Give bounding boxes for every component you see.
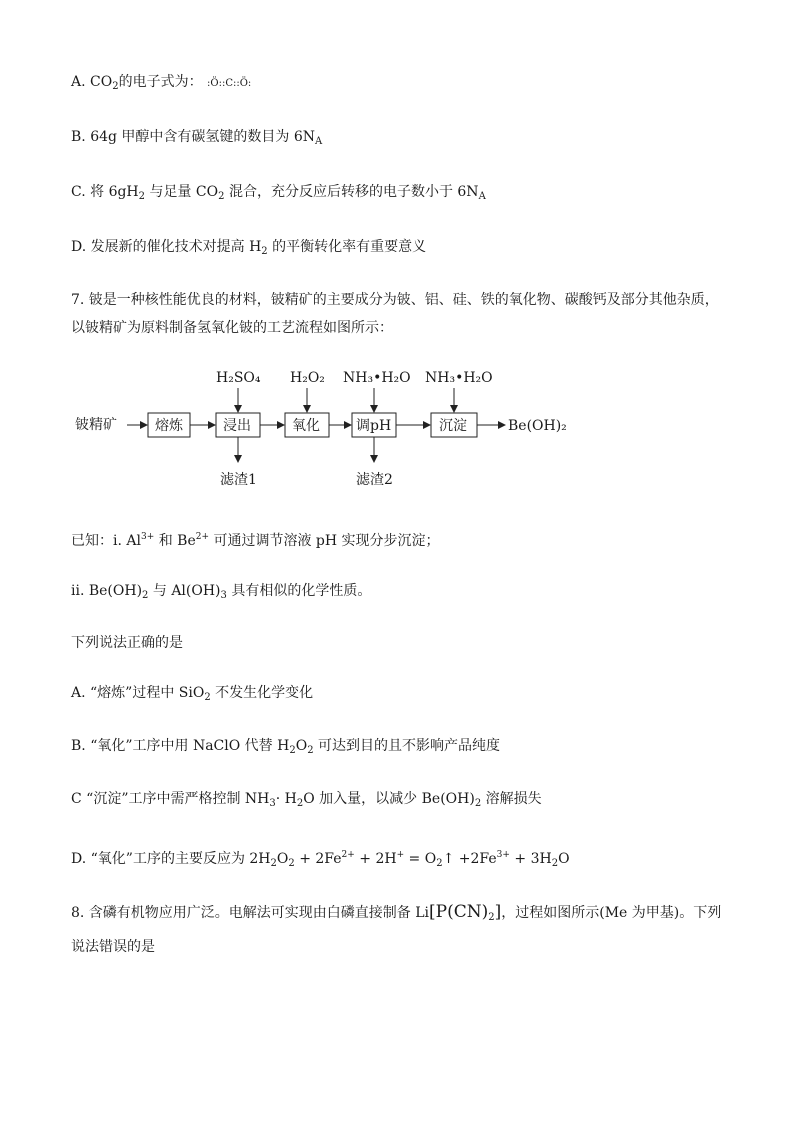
option-7a: A. “熔炼”过程中 SiO$_2$ 不发生化学变化 [71, 685, 314, 703]
question-7-line2: 以铍精矿为原料制备氢氧化铍的工艺流程如图所示： [71, 320, 393, 336]
question-8-line1: 8. 含磷有机物应用广泛。电解法可实现由白磷直接制备 $Li[P(CN)_2]$，过程如图所示(Me 为甲基)。下列 [71, 902, 722, 923]
option-6c: C. 将 $6gH_2$ 与足量 $CO_2$ 混合，充分反应后转移的电子数小于 $6N_A$ [71, 184, 486, 202]
flow-product-label: Be(OH)₂ [508, 418, 567, 434]
option-6b: B. 64g 甲醇中含有碳氢键的数目为 $6N_A$ [71, 129, 323, 147]
step-label-2: 浸出 [223, 418, 251, 434]
option-7c: C “沉淀”工序中需严格控制 $NH_3\cdot H_2O$ 加入量，以减少 $Be(OH)_2$ 溶解损失 [71, 791, 542, 809]
question-7-prompt: 下列说法正确的是 [71, 635, 183, 651]
known-ii: ii. $Be(OH)_2$ 与 $Al(OH)_3$ 具有相似的化学性质。 [71, 583, 372, 601]
step-label-5: 沉淀 [439, 418, 467, 434]
option-7b: B. “氧化”工序中用 NaClO 代替 $H_2O_2$ 可达到目的且不影响产品纯度 [71, 738, 501, 756]
known-i: 已知：i. $Al^{3+}$ 和 $Be^{2+}$ 可通过调节溶液 pH 实现分步沉淀； [71, 532, 440, 549]
reagent-3: NH₃•H₂O [343, 370, 411, 386]
flow-start-label: 铍精矿 [75, 417, 117, 433]
option-6a: A. $CO_2$的电子式为： :Ö::C::Ö: [71, 74, 252, 92]
electron-formula: :Ö::C::Ö: [207, 78, 252, 89]
reagent-1: H₂SO₄ [216, 370, 261, 386]
residue-2: 滤渣2 [356, 472, 393, 488]
step-label-1: 熔炼 [155, 418, 183, 434]
step-label-4: 调pH [356, 418, 392, 434]
option-6d: D. 发展新的催化技术对提高 $H_2$ 的平衡转化率有重要意义 [71, 239, 427, 257]
option-7d: D. “氧化”工序的主要反应为 $2H_2O_2 + 2Fe^{2+} + 2H^+$ = $O_2↑ +2Fe^{3+} + 3H_2O$ [71, 850, 570, 869]
step-label-3: 氧化 [292, 418, 320, 434]
question-8-line2: 说法错误的是 [71, 939, 155, 955]
question-7-line1: 7. 铍是一种核性能优良的材料，铍精矿的主要成分为铍、铝、硅、铁的氧化物、碳酸钙及部分其他杂质， [71, 292, 719, 308]
process-flow-diagram [0, 360, 794, 510]
residue-1: 滤渣1 [220, 472, 257, 488]
reagent-4: NH₃•H₂O [425, 370, 493, 386]
reagent-2: H₂O₂ [290, 370, 325, 386]
